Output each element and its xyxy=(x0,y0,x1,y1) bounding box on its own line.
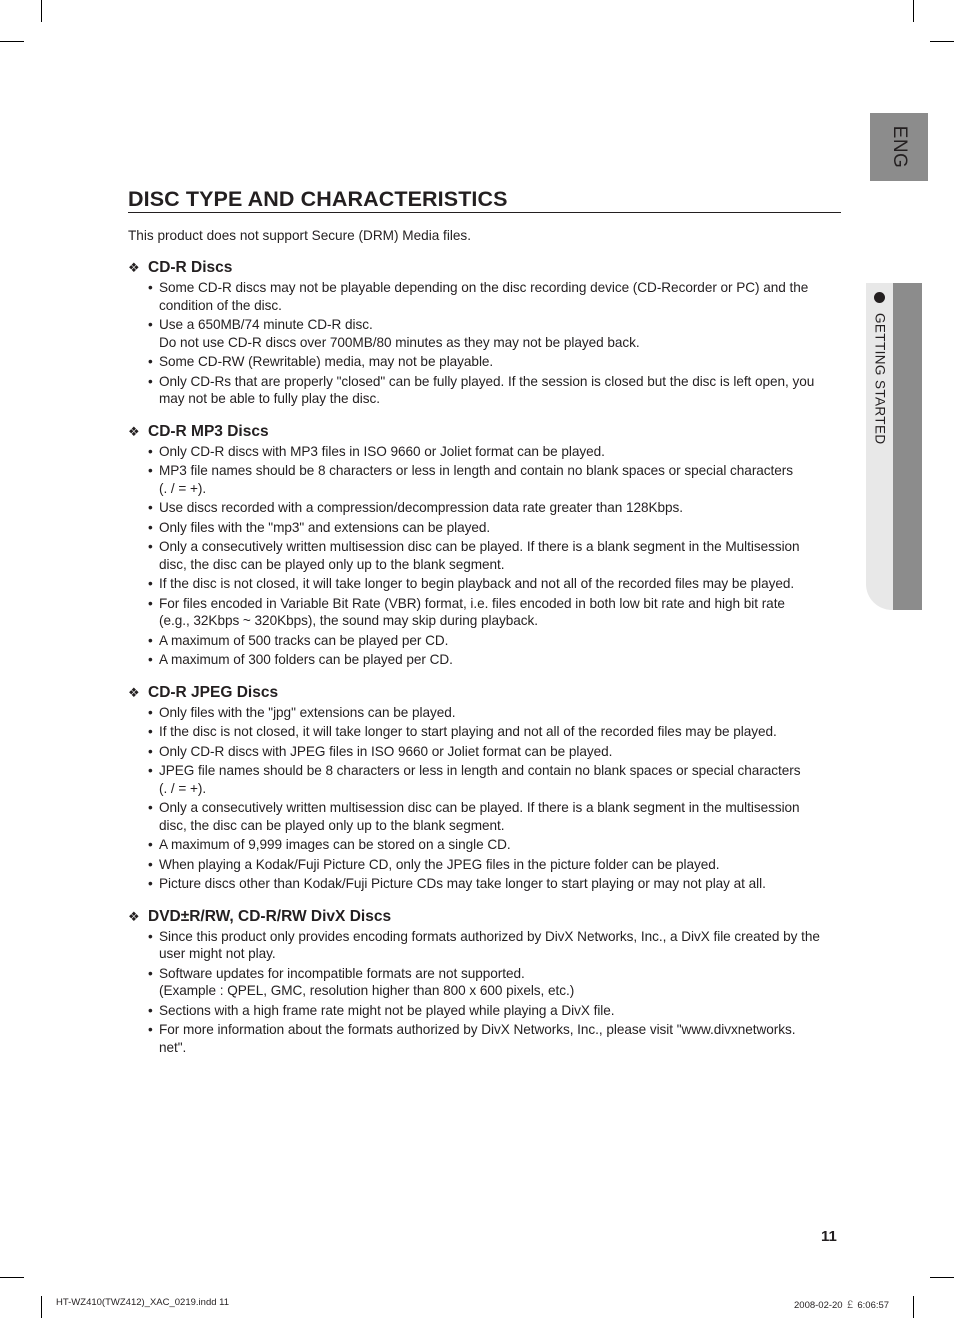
list-item xyxy=(148,856,841,874)
list-item xyxy=(148,632,841,650)
diamond-bullet-icon: ❖ xyxy=(128,260,140,275)
intro-text: This product does not support Secure (DRM) Media files. xyxy=(128,228,472,243)
diamond-bullet-icon: ❖ xyxy=(128,684,140,700)
list-item-line: • Use a 650MB/74 minute CD-R disc. xyxy=(159,317,373,332)
list-item-line: • Software updates for incompatible formats are not supported. xyxy=(159,965,525,981)
list-item-line: Do not use CD-R discs over 700MB/80 minutes as they may not be played back. xyxy=(159,334,640,350)
list-item-line: • When playing a Kodak/Fuji Picture CD, only the JPEG files in the picture folder can be played. xyxy=(159,856,720,872)
diamond-bullet-icon: ❖ xyxy=(128,908,140,924)
list-item xyxy=(148,279,841,314)
list-item-line: disc, the disc can be played only up to the blank segment. xyxy=(159,817,505,833)
section-heading-text: CD-R Discs xyxy=(148,259,233,276)
section-heading xyxy=(128,683,841,702)
list-item-line: • JPEG file names should be 8 characters or less in length and contain no blank spaces or special characters xyxy=(159,763,801,778)
list-item-line: • Only CD-R discs with MP3 files in ISO 9660 or Joliet format can be played. xyxy=(159,443,605,459)
section-heading xyxy=(128,258,841,277)
list-item-line: disc, the disc can be played only up to the blank segment. xyxy=(159,556,505,572)
list-item xyxy=(148,538,841,573)
section-heading xyxy=(128,907,841,926)
list-item-line: • Only files with the "mp3" and extensions can be played. xyxy=(159,519,491,535)
list-item xyxy=(148,1002,841,1020)
list-item xyxy=(148,799,841,834)
list-item-line: (Example : QPEL, GMC, resolution higher than 800 x 600 pixels, etc.) xyxy=(159,983,575,998)
list-item-line: net". xyxy=(159,1039,187,1055)
list-item xyxy=(148,836,841,854)
list-item-line: • A maximum of 300 folders can be played per CD. xyxy=(159,652,453,667)
list-item xyxy=(148,875,841,893)
list-item-line: • Only a consecutively written multisession disc can be played. If there is a blank segment in the multisession xyxy=(159,800,800,815)
sections-container xyxy=(128,258,841,1056)
section-tab-label: GETTING STARTED xyxy=(872,313,888,445)
list-item xyxy=(148,762,841,797)
list-item xyxy=(148,373,841,408)
list-item-line: user might not play. xyxy=(159,946,276,961)
language-tab xyxy=(870,113,928,181)
list-item-line: • A maximum of 9,999 images can be stored on a single CD. xyxy=(159,837,511,852)
language-tab-label: ENG xyxy=(889,125,910,169)
list-item-line: • For files encoded in Variable Bit Rate (VBR) format, i.e. files encoded in both low bit rate and high bit rate xyxy=(159,595,785,611)
bullet-list xyxy=(128,928,841,1057)
list-item-line: • Some CD-R discs may not be playable depending on the disc recording device (CD-Recorder or PC) and the xyxy=(159,280,809,295)
section-heading-text: DVD±R/RW, CD-R/RW DivX Discs xyxy=(148,907,392,925)
list-item-line: • A maximum of 500 tracks can be played per CD. xyxy=(159,632,449,648)
bullet-list xyxy=(128,704,841,893)
list-item xyxy=(148,595,841,630)
list-item xyxy=(148,462,841,497)
list-item-line: • For more information about the formats authorized by DivX Networks, Inc., please visit "www.divxnetworks. xyxy=(159,1022,796,1037)
list-item-line: • If the disc is not closed, it will take longer to begin playback and not all of the recorded files may be played. xyxy=(159,576,795,591)
list-item-line: • Use discs recorded with a compression/decompression data rate greater than 128Kbps. xyxy=(159,500,684,515)
list-item-line: • Picture discs other than Kodak/Fuji Picture CDs may take longer to start playing or may not play at all. xyxy=(159,876,766,891)
list-item-line: • Only files with the "jpg" extensions can be played. xyxy=(159,704,456,720)
list-item xyxy=(148,651,841,669)
main-content xyxy=(128,186,841,1056)
list-item-line: condition of the disc. xyxy=(159,297,282,313)
list-item-line: • Only a consecutively written multisession disc can be played. If there is a blank segment in the Multisession xyxy=(159,539,800,554)
page-title: DISC TYPE AND CHARACTERISTICS xyxy=(128,186,841,213)
list-item xyxy=(148,723,841,741)
list-item-line: • Only CD-Rs that are properly "closed" can be fully played. If the session is closed but the disc is left open, you xyxy=(159,373,815,389)
list-item-line: (. / = +). xyxy=(159,780,207,796)
list-item-line: • Some CD-RW (Rewritable) media, may not be playable. xyxy=(159,354,494,369)
section-tab-bar xyxy=(893,283,922,610)
bullet-dot-icon xyxy=(874,292,885,303)
list-item xyxy=(148,443,841,461)
list-item xyxy=(148,519,841,537)
list-item xyxy=(148,743,841,761)
list-item xyxy=(148,704,841,722)
list-item-line: • Since this product only provides encoding formats authorized by DivX Networks, Inc., a DivX file created by the xyxy=(159,928,820,944)
list-item xyxy=(148,1021,841,1056)
list-item-line: • MP3 file names should be 8 characters or less in length and contain no blank spaces or special characters xyxy=(159,463,794,478)
list-item-line: (. / = +). xyxy=(159,480,207,496)
section-heading xyxy=(128,422,841,441)
list-item-line: • If the disc is not closed, it will take longer to start playing and not all of the recorded files may be played. xyxy=(159,724,777,739)
diamond-bullet-icon: ❖ xyxy=(128,423,140,439)
bullet-list xyxy=(128,279,841,408)
list-item-line: • Only CD-R discs with JPEG files in ISO 9660 or Joliet format can be played. xyxy=(159,743,613,759)
list-item-line: (e.g., 32Kbps ~ 320Kbps), the sound may skip during playback. xyxy=(159,613,538,628)
bullet-list xyxy=(128,443,841,669)
list-item xyxy=(148,928,841,963)
list-item xyxy=(148,965,841,1000)
list-item xyxy=(148,575,841,593)
page-number: 11 xyxy=(821,1228,837,1245)
footer-file-name: HT-WZ410(TWZ412)_XAC_0219.indd 11 xyxy=(56,1297,230,1308)
list-item-line: may not be able to fully play the disc. xyxy=(159,391,380,406)
section-heading-text: CD-R JPEG Discs xyxy=(148,683,279,701)
list-item xyxy=(148,353,841,371)
list-item xyxy=(148,316,841,351)
list-item-line: • Sections with a high frame rate might not be played while playing a DivX file. xyxy=(159,1002,615,1018)
footer-timestamp: 2008-02-20 ￡ 6:06:57 xyxy=(794,1300,890,1311)
list-item xyxy=(148,499,841,517)
section-heading-text: CD-R MP3 Discs xyxy=(148,422,269,440)
